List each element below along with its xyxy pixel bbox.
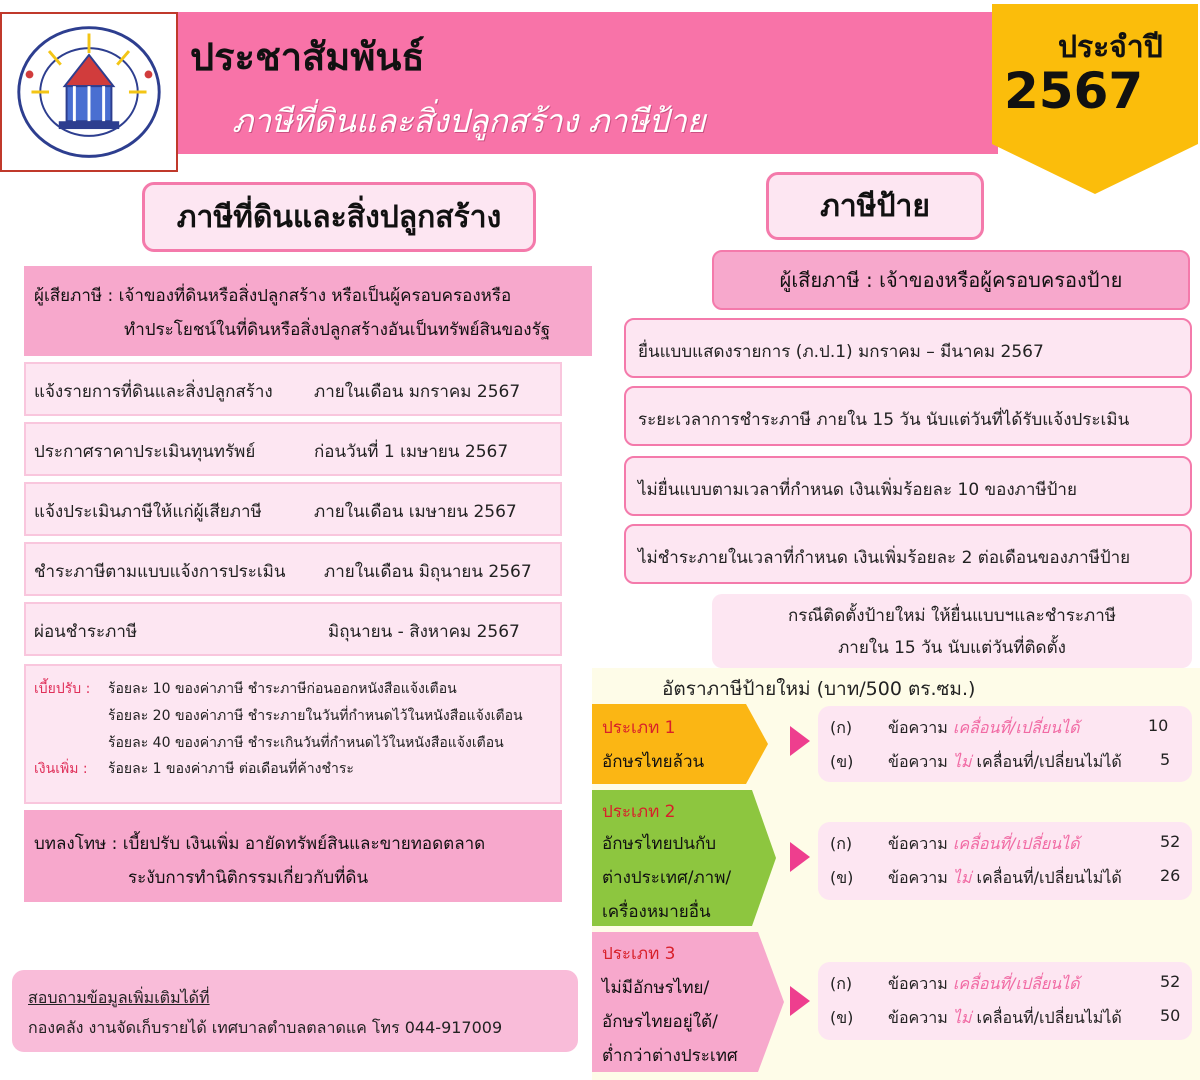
sign-info-text: ไม่ยื่นแบบตามเวลาที่กำหนด เงินเพิ่มร้อยละ 10 ของภาษีป้าย <box>638 480 1077 500</box>
land-schedule-row <box>24 542 562 596</box>
rate-movable: เคลื่อนที่/เปลี่ยนได้ <box>952 974 1080 993</box>
pointer-arrow-icon <box>790 726 810 756</box>
category-3-desc: อักษรไทยอยู่ใต้/ <box>602 1012 718 1032</box>
sign-category-3 <box>592 932 784 1072</box>
municipality-logo <box>0 12 178 172</box>
land-payer-line-2: ทำประโยชน์ในที่ดินหรือสิ่งปลูกสร้างอันเป็นทรัพย์สินของรัฐ <box>124 320 551 340</box>
schedule-value: ภายในเดือน มกราคม 2567 <box>314 382 521 402</box>
sign-tax-heading: ภาษีป้าย <box>766 172 984 240</box>
rate-value: 26 <box>1160 866 1181 885</box>
land-schedule-row <box>24 482 562 536</box>
category-2-rates <box>818 822 1192 900</box>
rate-value: 10 <box>1148 716 1169 735</box>
category-1-desc: อักษรไทยล้วน <box>602 752 705 772</box>
rate-letter: (ก) <box>830 974 853 993</box>
new-sign-note <box>712 594 1192 668</box>
rate-letter: (ข) <box>830 868 854 887</box>
logo-emblem-icon <box>2 14 176 170</box>
rate-not: ไม่ <box>952 868 972 887</box>
category-3-desc: ไม่มีอักษรไทย/ <box>602 978 710 998</box>
fine-line: ร้อยละ 40 ของค่าภาษี ชำระเกินวันที่กำหนดไว้ในหนังสือแจ้งเตือน <box>108 735 504 751</box>
rate-text: ข้อความ <box>888 1008 948 1027</box>
rate-value: 5 <box>1160 750 1171 769</box>
schedule-value: ภายในเดือน เมษายน 2567 <box>314 502 517 522</box>
rate-rest: เคลื่อนที่/เปลี่ยนไม่ได้ <box>976 868 1122 887</box>
sign-category-2 <box>592 790 776 926</box>
rate-value: 52 <box>1160 832 1181 851</box>
sign-info-text: ระยะเวลาการชำระภาษี ภายใน 15 วัน นับแต่วันที่ได้รับแจ้งประเมิน <box>638 410 1130 430</box>
rate-letter: (ก) <box>830 834 853 853</box>
rate-text: ข้อความ <box>888 868 948 887</box>
sign-info-row <box>624 456 1192 516</box>
rate-table-title: อัตราภาษีป้ายใหม่ (บาท/500 ตร.ซม.) <box>662 678 976 700</box>
surcharge-line: ร้อยละ 1 ของค่าภาษี ต่อเดือนที่ค้างชำระ <box>108 761 354 777</box>
sign-category-1 <box>592 704 768 784</box>
schedule-label: แจ้งรายการที่ดินและสิ่งปลูกสร้าง <box>34 382 273 402</box>
rate-rest: เคลื่อนที่/เปลี่ยนไม่ได้ <box>976 1008 1122 1027</box>
rate-value: 52 <box>1160 972 1181 991</box>
fine-line: ร้อยละ 20 ของค่าภาษี ชำระภายในวันที่กำหนดไว้ในหนังสือแจ้งเตือน <box>108 708 523 724</box>
schedule-label: ผ่อนชำระภาษี <box>34 622 138 642</box>
rate-text: ข้อความ <box>888 718 948 737</box>
category-2-desc: อักษรไทยปนกับ <box>602 834 717 854</box>
page-title: ประชาสัมพันธ์ <box>190 35 425 79</box>
pointer-arrow-icon <box>790 986 810 1016</box>
rate-movable: เคลื่อนที่/เปลี่ยนได้ <box>952 834 1080 853</box>
contact-heading: สอบถามข้อมูลเพิ่มเติมได้ที่ <box>28 988 210 1007</box>
rate-letter: (ข) <box>830 1008 854 1027</box>
rate-movable: เคลื่อนที่/เปลี่ยนได้ <box>952 718 1080 737</box>
land-punishment-box <box>24 810 562 902</box>
rate-letter: (ข) <box>830 752 854 771</box>
surcharge-label: เงินเพิ่ม : <box>34 761 88 777</box>
punishment-line-2: ระงับการทำนิติกรรมเกี่ยวกับที่ดิน <box>128 868 369 888</box>
category-1-rates <box>818 706 1192 782</box>
sign-info-text: ยื่นแบบแสดงรายการ (ภ.ป.1) มกราคม – มีนาคม 2567 <box>638 342 1044 362</box>
land-payer-box <box>24 266 592 356</box>
category-2-title: ประเภท 2 <box>602 802 676 822</box>
contact-box <box>12 970 578 1052</box>
land-schedule-row <box>24 422 562 476</box>
category-1-title: ประเภท 1 <box>602 718 676 738</box>
land-penalty-box <box>24 664 562 804</box>
rate-not: ไม่ <box>952 1008 972 1027</box>
sign-payer-box: ผู้เสียภาษี : เจ้าของหรือผู้ครอบครองป้าย <box>712 250 1190 310</box>
new-sign-line-1: กรณีติดตั้งป้ายใหม่ ให้ยื่นแบบฯและชำระภาษี <box>787 606 1116 626</box>
year-value: 2567 <box>1004 62 1144 120</box>
sign-info-row <box>624 318 1192 378</box>
schedule-label: แจ้งประเมินภาษีให้แก่ผู้เสียภาษี <box>34 502 262 522</box>
punishment-line-1: บทลงโทษ : เบี้ยปรับ เงินเพิ่ม อายัดทรัพย์สินและขายทอดตลาด <box>34 834 486 854</box>
land-payer-line-1: ผู้เสียภาษี : เจ้าของที่ดินหรือสิ่งปลูกสร้าง หรือเป็นผู้ครอบครองหรือ <box>34 286 512 306</box>
rate-text: ข้อความ <box>888 834 948 853</box>
rate-text: ข้อความ <box>888 752 948 771</box>
fine-line: ร้อยละ 10 ของค่าภาษี ชำระภาษีก่อนออกหนังสือแจ้งเตือน <box>108 681 457 697</box>
rate-text-group <box>888 750 1122 775</box>
category-2-desc: เครื่องหมายอื่น <box>602 902 711 922</box>
category-3-rates <box>818 962 1192 1040</box>
schedule-value: มิถุนายน - สิงหาคม 2567 <box>328 622 520 642</box>
category-3-title: ประเภท 3 <box>602 944 676 964</box>
category-2-desc: ต่างประเทศ/ภาพ/ <box>602 868 732 888</box>
sign-info-text: ไม่ชำระภายในเวลาที่กำหนด เงินเพิ่มร้อยละ 2 ต่อเดือนของภาษีป้าย <box>638 548 1131 568</box>
pointer-arrow-icon <box>790 842 810 872</box>
land-schedule-row <box>24 362 562 416</box>
rate-text-group <box>888 1006 1122 1031</box>
new-sign-line-2: ภายใน 15 วัน นับแต่วันที่ติดตั้ง <box>838 638 1066 658</box>
category-3-desc: ต่ำกว่าต่างประเทศ <box>602 1046 738 1066</box>
rate-text-group <box>888 866 1122 891</box>
schedule-value: ก่อนวันที่ 1 เมษายน 2567 <box>314 442 509 462</box>
rate-rest: เคลื่อนที่/เปลี่ยนไม่ได้ <box>976 752 1122 771</box>
sign-info-row <box>624 524 1192 584</box>
rate-letter: (ก) <box>830 718 853 737</box>
contact-detail: กองคลัง งานจัดเก็บรายได้ เทศบาลตำบลตลาดแค โทร 044-917009 <box>28 1018 503 1037</box>
land-tax-heading: ภาษีที่ดินและสิ่งปลูกสร้าง <box>142 182 536 252</box>
schedule-label: ประกาศราคาประเมินทุนทรัพย์ <box>34 442 256 462</box>
rate-text: ข้อความ <box>888 974 948 993</box>
year-label: ประจำปี <box>1058 30 1163 65</box>
fine-label: เบี้ยปรับ : <box>34 681 91 697</box>
rate-not: ไม่ <box>952 752 972 771</box>
schedule-label: ชำระภาษีตามแบบแจ้งการประเมิน <box>34 562 286 582</box>
rate-value: 50 <box>1160 1006 1181 1025</box>
schedule-value: ภายในเดือน มิถุนายน 2567 <box>324 562 532 582</box>
rate-text-group <box>888 716 1080 741</box>
land-schedule-row <box>24 602 562 656</box>
sign-info-row <box>624 386 1192 446</box>
page-subtitle: ภาษีที่ดินและสิ่งปลูกสร้าง ภาษีป้าย <box>232 102 706 140</box>
rate-text-group <box>888 972 1080 997</box>
rate-text-group <box>888 832 1080 857</box>
